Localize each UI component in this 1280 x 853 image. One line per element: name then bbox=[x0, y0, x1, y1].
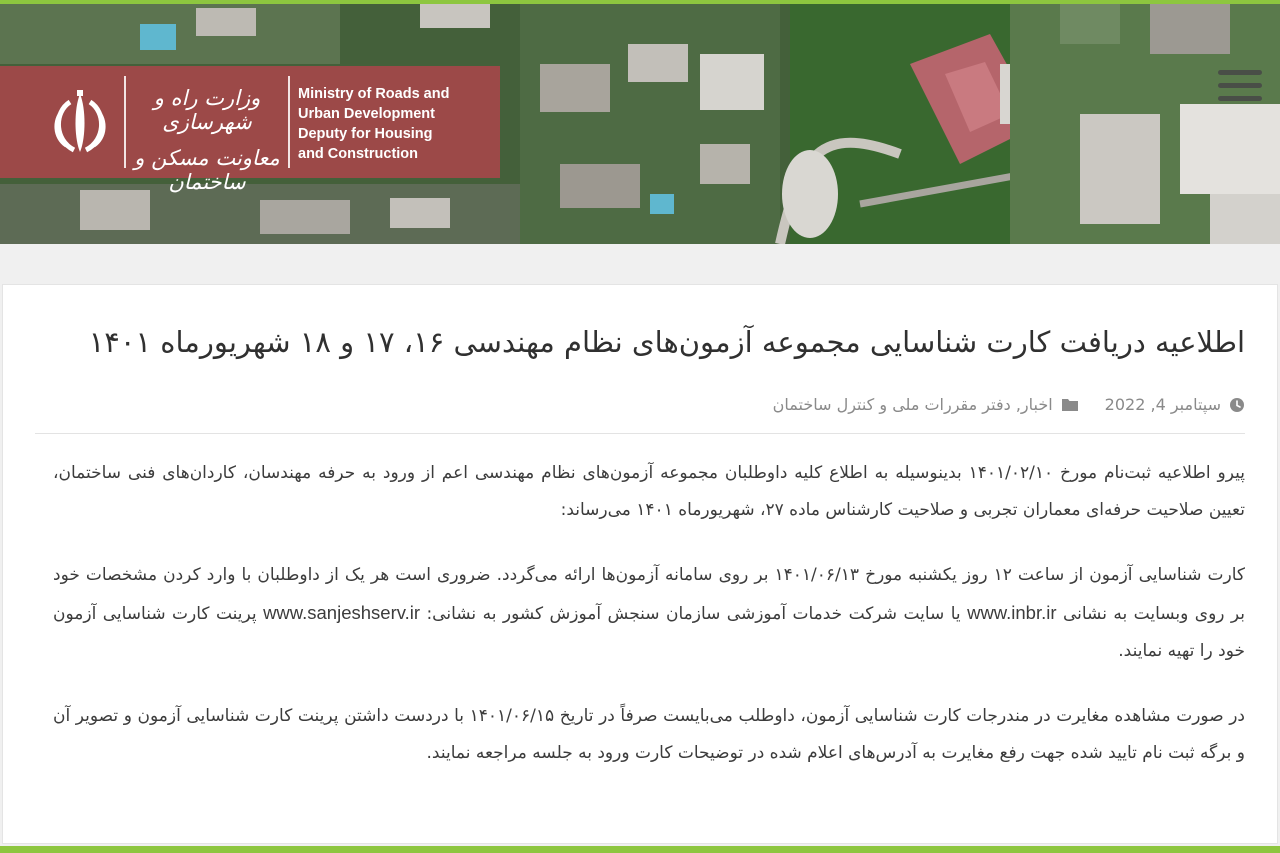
sanjeshserv-link[interactable]: www.sanjeshserv.ir bbox=[263, 602, 421, 623]
menu-bar bbox=[1218, 96, 1262, 101]
paragraph-3: در صورت مشاهده مغایرت در مندرجات کارت شناسایی آزمون، داوطلب می‌بایست صرفاً در تاریخ ۱۴۰۱/۰۶/۱۵ با دردست داشتن پرینت کارت شناسایی آزمون و تصویر آن و برگه ثبت نام تایید شده جهت رفع مغایرت به آدرس‌های اعلام شده در توضیحات کارت ورود به جلسه مراجعه نمایند. bbox=[53, 706, 1245, 763]
paragraph-2 bbox=[53, 557, 1245, 670]
post-categories-link[interactable]: اخبار, دفتر مقررات ملی و کنترل ساختمان bbox=[772, 395, 1053, 414]
paragraph-1: پیرو اطلاعیه ثبت‌نام مورخ ۱۴۰۱/۰۲/۱۰ بدینوسیله به اطلاع کلیه داوطلبان مجموعه آزمون‌های نظام مهندسی اعم از ورود به حرفه مهندسان، کاردان‌های فنی ساختمان، تعیین صلاحیت حرفه‌ای معماران تجربی و صلاحیت کارشناس ماده ۲۷، شهریورماه ۱۴۰۱ می‌رساند: bbox=[53, 463, 1245, 520]
logo-fa-line1: وزارت راه و شهرسازی bbox=[153, 86, 261, 134]
paragraph-2-part-c: پرینت کارت شناسایی آزمون خود را تهیه نمایند. bbox=[53, 604, 1245, 661]
post-card bbox=[2, 284, 1278, 844]
logo-english-text bbox=[298, 84, 498, 164]
bottom-accent-strip bbox=[0, 846, 1280, 853]
paragraph-2-part-a: کارت شناسایی آزمون از ساعت ۱۲ روز یکشنبه مورخ ۱۴۰۱/۰۶/۱۳ بر روی سامانه آزمون‌ها ارائه می‌گردد. ضروری است هر یک از داوطلبان با وارد کردن مشخصات خود بر روی وبسایت به نشانی bbox=[53, 565, 1246, 624]
post-meta bbox=[773, 395, 1245, 414]
site-header bbox=[0, 4, 1280, 244]
meta-divider bbox=[35, 433, 1245, 434]
logo-en-line: Urban Development bbox=[298, 106, 435, 122]
logo-en-line: Deputy for Housing bbox=[298, 126, 433, 142]
hamburger-menu-icon[interactable] bbox=[1214, 66, 1264, 106]
menu-bar bbox=[1218, 70, 1262, 75]
logo-en-line: and Construction bbox=[298, 146, 419, 162]
folder-icon bbox=[1061, 397, 1079, 412]
post-title: اطلاعیه دریافت کارت شناسایی مجموعه آزمون‌های نظام مهندسی ۱۶، ۱۷ و ۱۸ شهریورماه ۱۴۰۱ bbox=[88, 325, 1245, 359]
post-date: سپتامبر 4, 2022 bbox=[1104, 395, 1221, 414]
logo-persian-text bbox=[124, 76, 290, 194]
clock-icon bbox=[1229, 397, 1245, 413]
post-content bbox=[53, 455, 1245, 800]
inbr-link[interactable]: www.inbr.ir bbox=[967, 602, 1057, 623]
paragraph-2-part-b: یا سایت شرکت خدمات آموزشی سازمان سنجش آموزش کشور به نشانی: bbox=[426, 604, 961, 624]
menu-bar bbox=[1218, 83, 1262, 88]
logo-fa-line2: معاونت مسکن و ساختمان bbox=[134, 146, 280, 194]
ministry-logo-banner[interactable] bbox=[0, 66, 500, 194]
iran-emblem-icon bbox=[44, 88, 116, 158]
logo-en-line: Ministry of Roads and bbox=[298, 86, 450, 102]
